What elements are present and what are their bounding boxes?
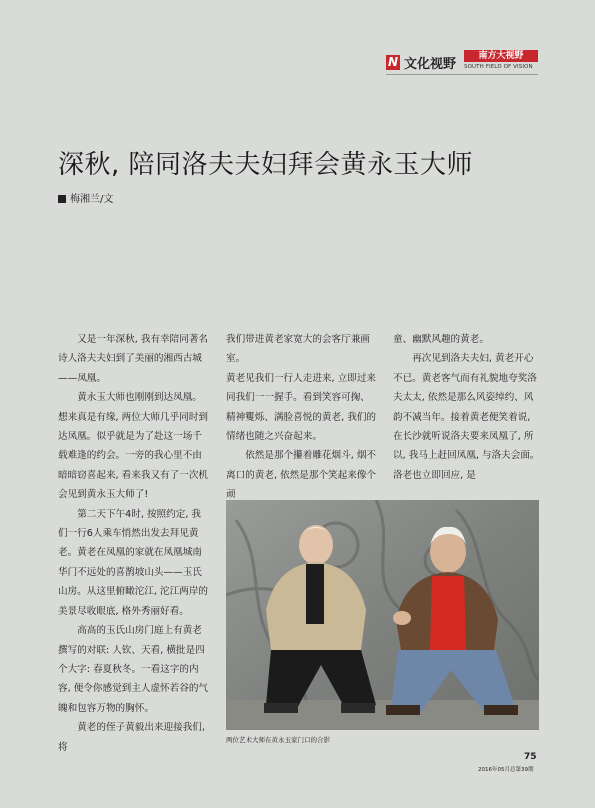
issue-info: 2016年05月总第39期 [478, 767, 534, 773]
paragraph: 依然是那个攥着雕花烟斗, 烟不离口的黄老, 依然是那个笑起来像个顽 [226, 450, 377, 501]
paragraph: 黄永玉大师也刚刚到达凤凰。想来真是有缘, 两位大师几乎同时到达凤凰。似乎就是为了赴这一场千载难逢的约会。一旁的我心里不由暗暗窃喜起来, 看来我又有了一次机会见到黄永玉大师了! [58, 392, 209, 501]
paragraph: 童、幽默风趣的黄老。 [393, 334, 489, 345]
section-title: 文化视野 [404, 57, 457, 72]
magazine-logo-icon: N [387, 55, 399, 69]
photo-caption: 两位艺术大师在黄永玉家门口的合影 [226, 736, 330, 744]
text-column-2 [226, 330, 376, 505]
paragraph: 又是一年深秋, 我有幸陪同著名诗人洛夫夫妇到了美丽的湘西古城——凤凰。 [58, 334, 209, 384]
paragraph: 我们带进黄老家宽大的会客厅兼画室。 [226, 334, 370, 365]
square-bullet-icon [58, 195, 66, 203]
paragraph: 再次见到洛夫夫妇, 黄老开心不已。黄老客气而有礼貌地夸奖洛夫太太, 依然是那么风姿绰约、风韵不减当年。接着黄老便笑着说, 在长沙就听说洛夫要来凤凰了, 所以, 我马上赶回凤凰, 与洛夫会面。洛老也立即回应, 是 [393, 353, 540, 481]
byline [58, 190, 113, 205]
text-column-1 [58, 330, 208, 757]
page-number: 75 [524, 752, 537, 762]
header-divider [386, 74, 538, 75]
paragraph: 黄老见我们一行人走进来, 立即过来同我们一一握手。看到笑容可掬、精神矍烁、满脸喜悦的黄老, 我们的情绪也随之兴奋起来。 [226, 372, 377, 443]
article-title: 深秋, 陪同洛夫夫妇拜会黄永玉大师 [58, 150, 474, 180]
photo-illustration [226, 500, 539, 730]
paragraph: 高高的玉氏山房门庭上有黄老撰写的对联: 人钦、天看, 横批是四个大字: 春夏秋冬。一看这字的内容, 便令你感觉到主人虚怀若谷的气魄和包容万物的胸怀。 [58, 625, 209, 714]
brand-badge: 南方大视野 [464, 50, 538, 62]
paragraph: 第二天下午4时, 按照约定, 我们一行6人乘车悄然出发去拜见黄老。黄老在凤凰的家就在凤凰城南华门不远处的喜鹊坡山头——玉氏山房。从这里俯瞰沱江, 沱江两岸的美景尽收眼底, 格外秀丽好看。 [58, 508, 209, 617]
paragraph: 黄老的侄子黄毅出来迎接我们, 将 [58, 722, 205, 753]
byline-author: 梅湘兰/文 [70, 194, 114, 205]
text-column-3 [393, 330, 541, 485]
brand-subtitle: SOUTH FIELD OF VISION [464, 64, 533, 70]
article-photo [226, 500, 539, 730]
